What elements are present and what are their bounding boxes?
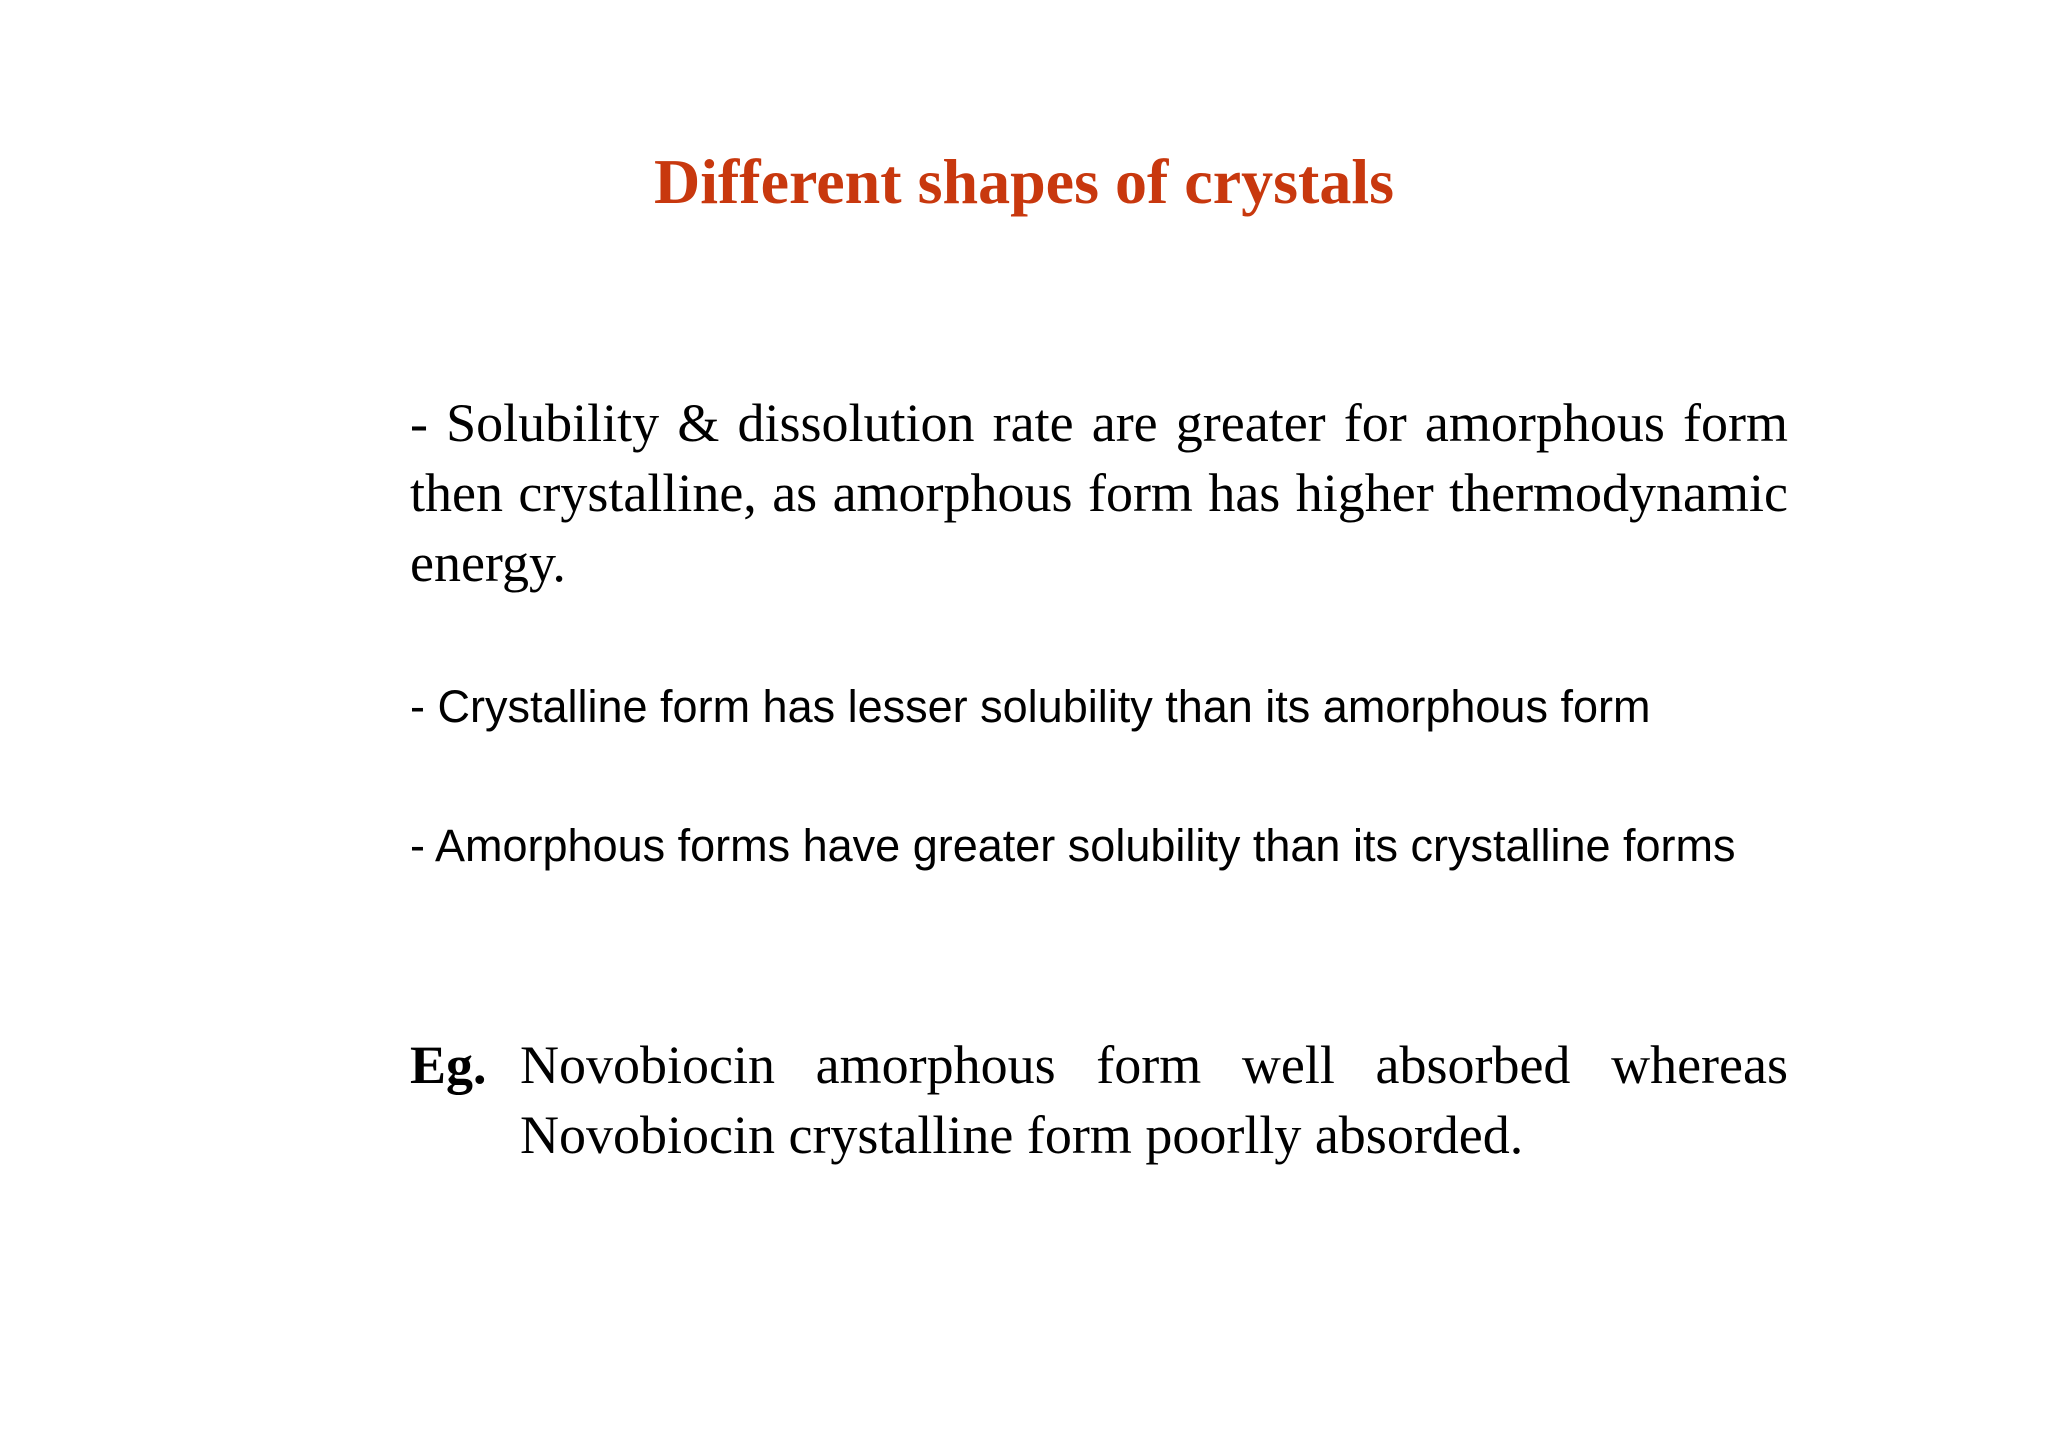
example-block [410, 1030, 1788, 1170]
paragraph-crystalline-solubility: - Crystalline form has lesser solubility than its amorphous form [410, 681, 1651, 732]
paragraph-amorphous-solubility: - Amorphous forms have greater solubility than its crystalline forms [410, 820, 1736, 871]
example-label: Eg. [410, 1035, 487, 1095]
example-text: Novobiocin amorphous form well absorbed whereas Novobiocin crystalline form poorlly absorded. [520, 1035, 1788, 1165]
paragraph-solubility-dissolution: - Solubility & dissolution rate are greater for amorphous form then crystalline, as amorphous form has higher thermodynamic energy. [410, 393, 1788, 593]
slide-title: Different shapes of crystals [653, 146, 1395, 217]
